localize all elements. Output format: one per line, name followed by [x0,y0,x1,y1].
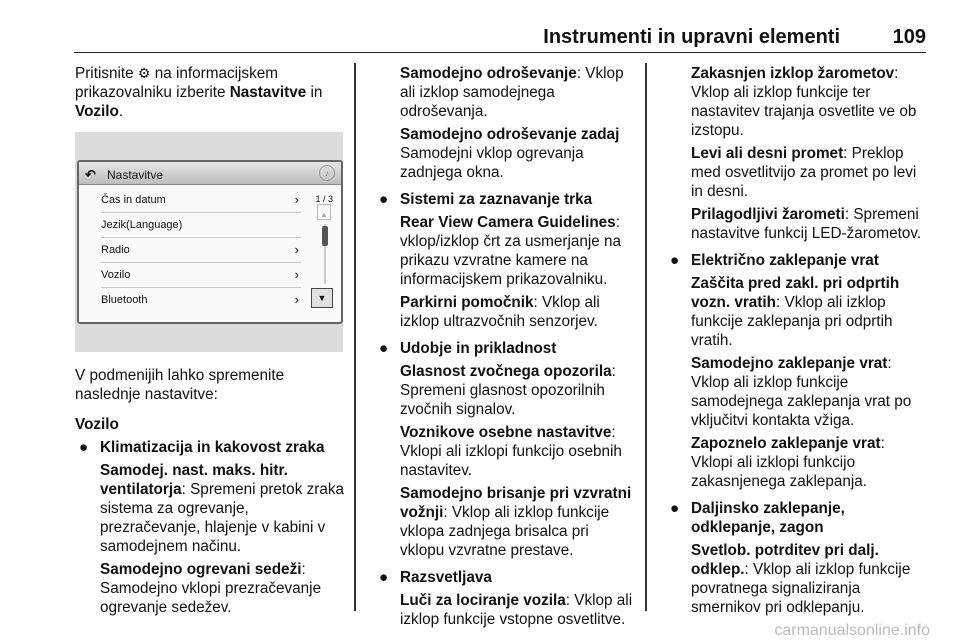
column-2 [375,64,637,640]
chevron-right-icon: › [294,192,299,207]
column-divider [354,63,356,611]
column-3 [666,64,928,628]
menu-item-language[interactable]: Jezik(Language) [101,213,301,238]
setting-entry: Samodejno ogrevani sedeži: Samodejno vklopi prezračevanje ogrevanje sedežev. [100,561,322,616]
page-title: Instrumenti in upravni elementi [543,26,840,48]
setting-entry: Glasnost zvočnega opozorila: Spremeni glasnost opozorilnih zvočnih signalov. [400,363,616,418]
screen-title: Nastavitve [107,168,164,182]
lead-text: V podmenijih lahko spremenite naslednje nastavitve: [75,367,285,403]
chevron-right-icon: › [294,292,299,307]
column-divider [645,63,647,611]
setting-entry: Rear View Camera Guidelines: vklop/izklop črt za usmerjanje na prikazu vzvratne kamere na informacijskem prikazovalniku. [400,214,622,288]
bullet-heading: ● Razsvetljava [379,569,492,586]
page-number: 109 [892,26,926,48]
intro-text: Pritisnite ⚙ na informacijskem prikazovalniku izberite Nastavitve in Vozilo. [75,65,323,120]
page-header [74,22,926,53]
bullet-heading: ● Daljinsko zaklepanje, odklepanje, zagon [670,500,845,536]
bullet-heading: ● Električno zaklepanje vrat [670,252,879,269]
back-icon[interactable]: ↶ [85,167,96,182]
bullet-heading: ● Udobje in prikladnost [379,340,557,357]
setting-entry: Svetlob. potrditev pri dalj. odklep.: Vklop ali izklop funkcije povratnega signaliziranja smernikov pri odklepanju. [691,542,911,616]
chevron-right-icon: › [294,267,299,282]
setting-entry: Parkirni pomočnik: Vklop ali izklop ultrazvočnih senzorjev. [400,294,600,330]
bullet-heading: ● Klimatizacija in kakovost zraka [79,439,325,456]
chevron-right-icon: › [294,242,299,257]
settings-home-icon: ⚙ [137,65,151,81]
setting-entry: Samodejno odroševanje: Vklop ali izklop samodejnega odroševanja. [400,65,624,120]
setting-entry: Samodej. nast. maks. hitr. ventilatorja: Spremeni pretok zraka sistema za ogrevanje, prezračevanje, hlajenje v kabini v samodejnem načinu. [100,462,344,555]
section-heading: Vozilo [75,416,119,433]
setting-entry: Prilagodljivi žarometi: Spremeni nastavitve funkcij LED-žarometov. [691,206,922,242]
scroll-thumb[interactable] [322,226,328,246]
settings-screen [77,160,343,324]
menu-item-bluetooth[interactable]: Bluetooth › [101,288,301,312]
bullet-heading: ● Sistemi za zaznavanje trka [379,191,593,208]
setting-entry: Levi ali desni promet: Preklop med osvetlitvijo za promet po levi in desni. [691,145,917,200]
column-1 [75,64,347,628]
screen-titlebar [79,162,341,185]
menu-item-radio[interactable]: Radio › [101,238,301,263]
setting-entry: Samodejno zaklepanje vrat: Vklop ali izklop funkcije samodejnega zaklepanja vrat po vključitvi kontakta vžiga. [691,355,912,429]
settings-screenshot [75,132,343,352]
setting-entry: Zakasnjen izklop žarometov: Vklop ali izklop funkcije ter nastavitev trajanja osvetlite ve ob izstopu. [691,65,917,139]
page-indicator: 1 / 3 [315,194,333,204]
menu-item-time-date[interactable]: Čas in datum › [101,188,301,213]
scroll-up-button[interactable]: ▲ [317,204,331,220]
setting-entry: Luči za lociranje vozila: Vklop ali izklop funkcije vstopne osvetlitve. [400,592,633,628]
watermark: carmanualsonline.info [774,622,930,639]
setting-entry: Zapoznelo zaklepanje vrat: Vklopi ali izklopi funkcijo zakasnjenega zaklepanja. [691,435,885,490]
setting-entry: Samodejno odroševanje zadaj Samodejni vklop ogrevanja zadnjega okna. [400,126,620,181]
setting-entry: Zaščita pred zakl. pri odprtih vozn. vratih: Vklop ali izklop funkcije zaklepanja pri odprtih vratih. [691,275,900,349]
home-icon[interactable]: ♪ [319,165,335,181]
menu-item-vehicle[interactable]: Vozilo › [101,263,301,288]
setting-entry: Samodejno brisanje pri vzvratni vožnji: Vklop ali izklop funkcije vklopa zadnjega brisalca pri vklopu vzvratne prestave. [400,485,632,559]
setting-entry: Voznikove osebne nastavitve: Vklopi ali izklopi funkcijo osebnih nastavitev. [400,424,622,479]
scroll-down-button[interactable]: ▼ [311,288,333,308]
